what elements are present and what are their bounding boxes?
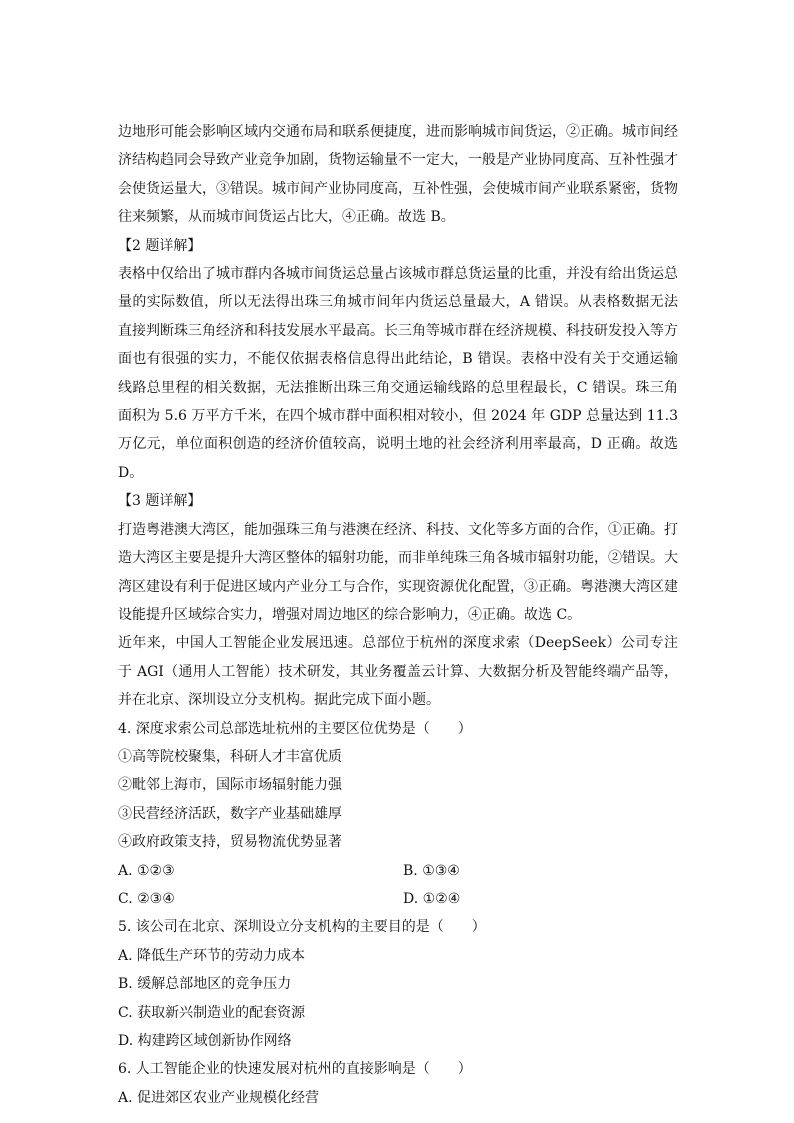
question-4-option-b[interactable]: B. ①③④ — [403, 862, 460, 879]
question-4-option-a[interactable]: A. ①②③ — [118, 862, 175, 879]
answer-paragraph-1: 边地形可能会影响区域内交通布局和联系便捷度，进而影响城市间货运，②正确。城市间经济结构趋同会导致产业竞争加剧，货物运输量不一定大，一般是产业协同度高、互补性强才会使货运量大，③错误。城市间产业协同度高，互补性强，会使城市间产业联系紧密，货物往来频繁，从而城市间货运占比大，④正确。故选 B。 — [118, 124, 678, 226]
document-page — [118, 118, 678, 1112]
section-heading-3: 【3 题详解】 — [118, 493, 202, 510]
question-5-option-a[interactable]: A. 降低生产环节的劳动力成本 — [118, 947, 306, 964]
question-5-option-d[interactable]: D. 构建跨区域创新协作网络 — [118, 1033, 292, 1049]
question-4-stem: 4. 深度求索公司总部选址杭州的主要区位优势是（ ） — [118, 720, 472, 737]
answer-paragraph-3: 打造粤港澳大湾区，能加强珠三角与港澳在经济、科技、文化等多方面的合作，①正确。打造大湾区主要是提升大湾区整体的辐射功能，而非单纯珠三角各城市辐射功能，②错误。大湾区建设有利于促进区域内产业分工与合作，实现资源优化配置，③正确。粤港澳大湾区建设能提升区域综合实力，增强对周边地区的综合影响力，④正确。故选 C。 — [118, 521, 678, 623]
question-5-stem: 5. 该公司在北京、深圳设立分支机构的主要目的是（ ） — [118, 919, 486, 936]
question-4-options-row-1 — [118, 857, 678, 885]
question-4-item-3: ③民营经济活跃，数字产业基础雄厚 — [118, 805, 342, 822]
section-heading-2: 【2 题详解】 — [118, 237, 202, 254]
question-4-option-d[interactable]: D. ①②④ — [403, 890, 461, 907]
question-4-item-1: ①高等院校聚集，科研人才丰富优质 — [118, 748, 342, 765]
question-4-options-row-2 — [118, 885, 678, 913]
question-6-option-a[interactable]: A. 促进郊区农业产业规模化经营 — [118, 1089, 320, 1106]
question-5-option-b[interactable]: B. 缓解总部地区的竞争压力 — [118, 976, 292, 993]
question-4-option-c[interactable]: C. ②③④ — [118, 890, 175, 907]
question-4-item-4: ④政府政策支持，贸易物流优势显著 — [118, 834, 342, 851]
question-4-item-2: ②毗邻上海市，国际市场辐射能力强 — [118, 777, 342, 794]
question-5-option-c[interactable]: C. 获取新兴制造业的配套资源 — [118, 1004, 306, 1021]
answer-paragraph-2: 表格中仅给出了城市群内各城市间货运总量占该城市群总货运量的比重，并没有给出货运总量的实际数值，所以无法得出珠三角城市间年内货运总量最大，A 错误。从表格数据无法直接判断珠三角经济和科技发展水平最高。长三角等城市群在经济规模、科技研发投入等方面也有很强的实力，不能仅依据表格信息得出此结论，B 错误。表格中没有关于交通运输线路总里程的相关数据，无法推断出珠三角交通运输线路的总里程最长，C 错误。珠三角面积为 5.6 万平方千米，在四个城市群中面积相对较小，但 2024 年 GDP 总量达到 11.3 万亿元，单位面积创造的经济价值较高，说明土地的社会经济利用率最高，D 正确。故选 D。 — [118, 266, 678, 481]
material-paragraph: 近年来，中国人工智能企业发展迅速。总部位于杭州的深度求索（DeepSeek）公司专注于 AGI（通用人工智能）技术研发，其业务覆盖云计算、大数据分析及智能终端产品等，并在北京、深圳设立分支机构。据此完成下面小题。 — [118, 635, 678, 709]
question-6-stem: 6. 人工智能企业的快速发展对杭州的直接影响是（ ） — [118, 1061, 472, 1078]
